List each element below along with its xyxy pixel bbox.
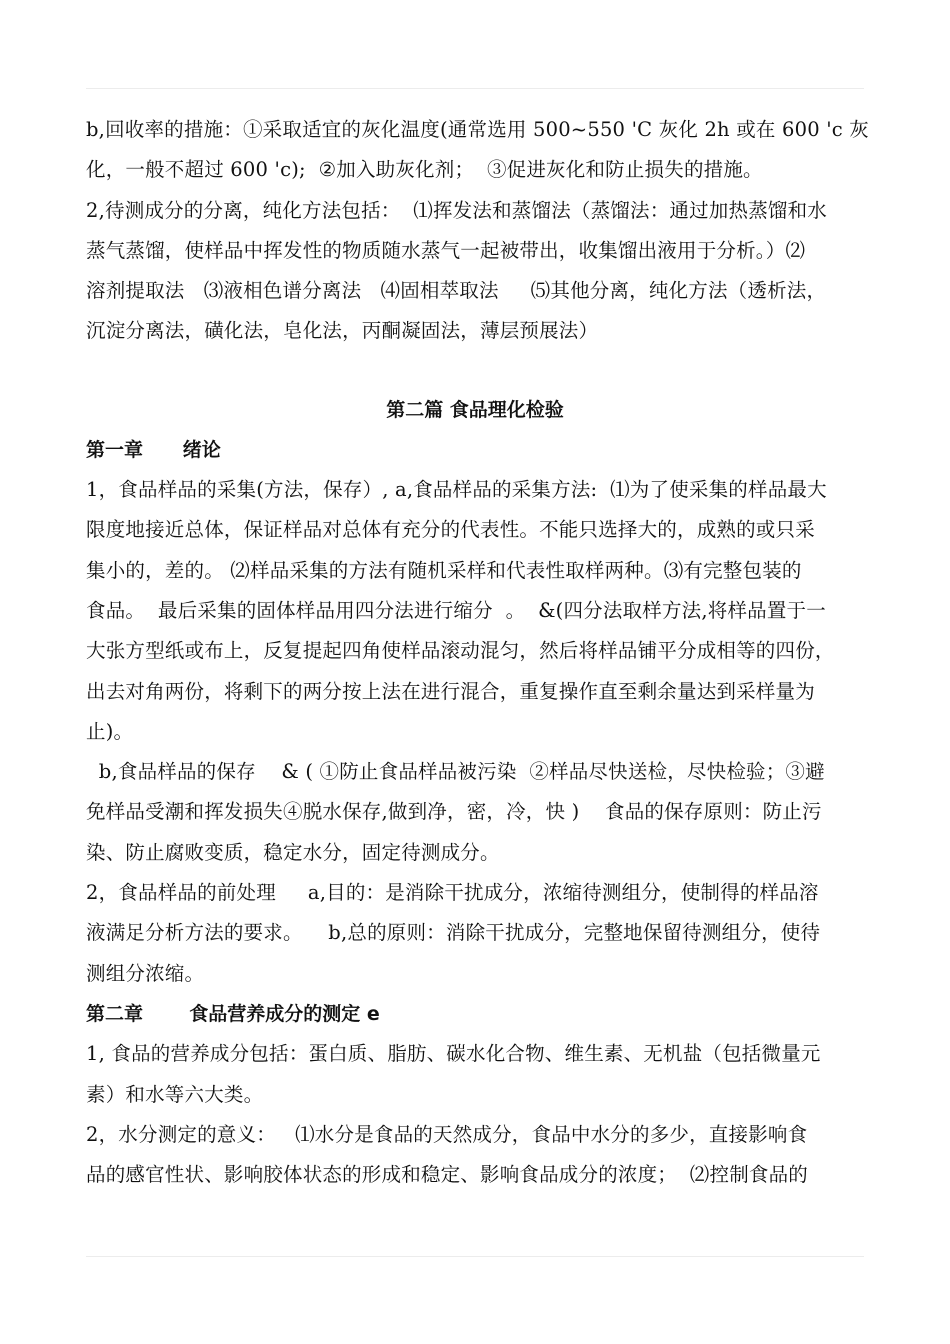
- text-line: 化，一般不超过 600 'c); ②加入助灰化剂； ③促进灰化和防止损失的措施。: [86, 158, 763, 182]
- text-line: b,回收率的措施：①采取适宜的灰化温度(通常选用 500~550 'C 灰化 2h 或在 600 'c 灰: [86, 118, 870, 141]
- text-line: 1, 食品的营养成分包括：蛋白质、脂肪、碳水化合物、维生素、无机盐（包括微量元: [86, 1042, 821, 1066]
- text-line: 品的感官性状、影响胶体状态的形成和稳定、影响食品成分的浓度； ⑵控制食品的: [86, 1163, 808, 1187]
- text-line: b,食品样品的保存 & ( ①防止食品样品被污染 ②样品尽快送检，尽快检验；③避: [86, 760, 825, 784]
- text-line: 测组分浓缩。: [86, 961, 205, 985]
- chapter-heading: 第一章 绪论: [86, 438, 221, 461]
- part-title: 第二篇 食品理化检验: [386, 398, 564, 421]
- bottom-divider: [86, 1256, 864, 1257]
- document-page: [86, 110, 876, 1195]
- section-1: [86, 110, 876, 352]
- text-line: 素）和水等六大类。: [86, 1082, 264, 1106]
- text-line: 2，水分测定的意义： ⑴水分是食品的天然成分，食品中水分的多少，直接影响食: [86, 1122, 808, 1146]
- chapter-2: [86, 994, 876, 1195]
- text-line: 止)。: [86, 719, 134, 743]
- text-line: 蒸气蒸馏，使样品中挥发性的物质随水蒸气一起被带出，收集馏出液用于分析。）⑵: [86, 238, 806, 262]
- text-line: 2,待测成分的分离，纯化方法包括： ⑴挥发法和蒸馏法（蒸馏法：通过加热蒸馏和水: [86, 198, 828, 222]
- top-divider: [86, 88, 864, 89]
- text-line: 集小的，差的。 ⑵样品采集的方法有随机采样和代表性取样两种。⑶有完整包装的: [86, 558, 802, 582]
- text-line: 2，食品样品的前处理 a,目的：是消除干扰成分，浓缩待测组分，使制得的样品溶: [86, 881, 819, 905]
- chapter-heading: 第二章 食品营养成分的测定 e: [86, 1002, 380, 1025]
- chapter-1: [86, 430, 876, 994]
- text-line: 沉淀分离法，磺化法，皂化法，丙酮凝固法，薄层预展法）: [86, 319, 599, 343]
- text-line: 食品。 最后采集的固体样品用四分法进行缩分 。 &(四分法取样方法,将样品置于一: [86, 598, 826, 622]
- text-line: 大张方型纸或布上，反复提起四角使样品滚动混匀，然后将样品铺平分成相等的四份，: [86, 639, 835, 663]
- text-line: 染、防止腐败变质，稳定水分，固定待测成分。: [86, 840, 500, 864]
- text-line: 液满足分析方法的要求。 b,总的原则：消除干扰成分，完整地保留待测组分，使待: [86, 921, 821, 945]
- text-line: 免样品受潮和挥发损失④脱水保存,做到净，密，冷，快 ) 食品的保存原则：防止污: [86, 800, 822, 824]
- text-line: 出去对角两份，将剩下的两分按上法在进行混合，重复操作直至剩余量达到采样量为: [86, 679, 815, 703]
- text-line: 溶剂提取法 ⑶液相色谱分离法 ⑷固相萃取法 ⑸其他分离，纯化方法（透析法，: [86, 279, 827, 303]
- text-line: 限度地接近总体，保证样品对总体有充分的代表性。不能只选择大的，成熟的或只采: [86, 518, 815, 542]
- text-line: 1，食品样品的采集(方法，保存）, a,食品样品的采集方法: ⑴为了使采集的样品最大: [86, 478, 827, 502]
